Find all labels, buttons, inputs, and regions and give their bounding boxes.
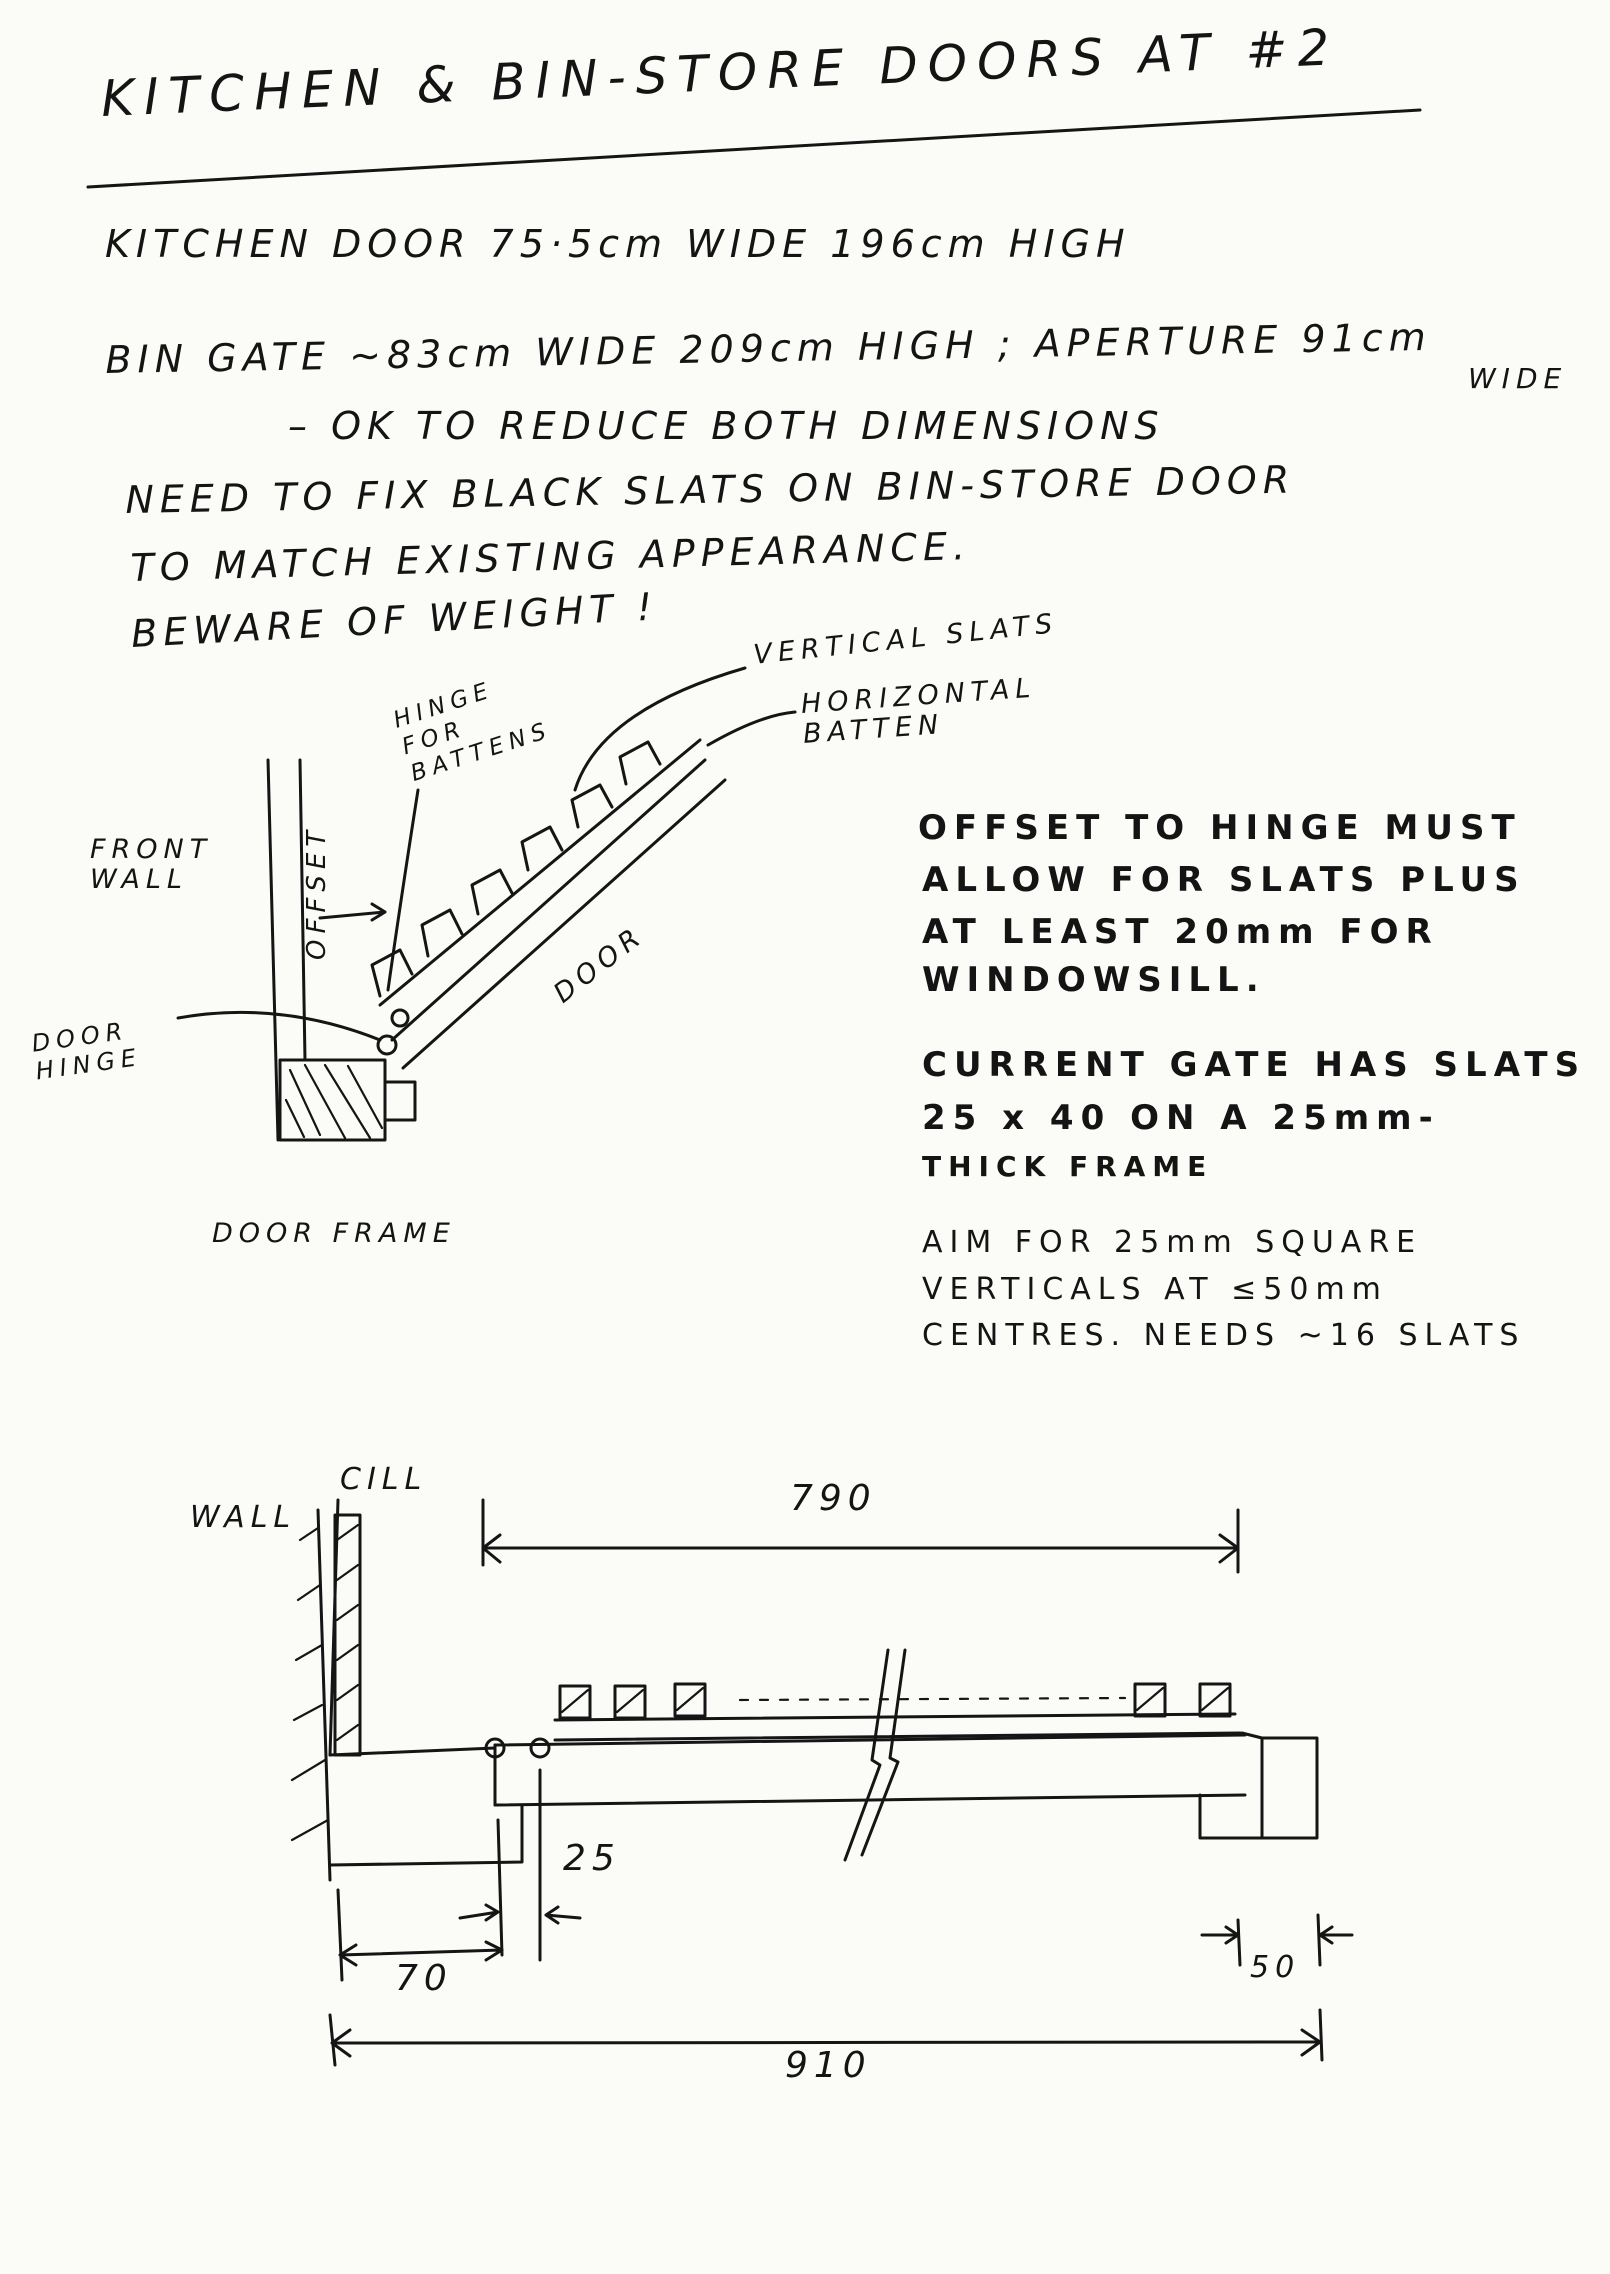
current-note-line-3: THICK FRAME xyxy=(922,1150,1214,1183)
gate-frame-bottom xyxy=(495,1795,1245,1805)
slat xyxy=(522,827,562,870)
page-title: KITCHEN & BIN-STORE DOORS AT #2 xyxy=(100,18,1341,128)
aim-note-line-1: AIM FOR 25mm SQUARE xyxy=(922,1225,1423,1260)
slat xyxy=(422,910,462,956)
sill-top-line xyxy=(330,1748,495,1755)
need-line-1: NEED TO FIX BLACK SLATS ON BIN-STORE DOOR xyxy=(125,457,1296,522)
right-stop xyxy=(1242,1733,1262,1795)
offset-label: OFFSET xyxy=(302,824,332,960)
gate-hinge-right xyxy=(531,1739,549,1757)
horizontal-batten-label: HORIZONTAL BATTEN xyxy=(799,672,1038,750)
break-line xyxy=(845,1650,905,1860)
reduce-note: – OK TO REDUCE BOTH DIMENSIONS xyxy=(288,404,1165,448)
door-hinge-leader xyxy=(178,1012,380,1040)
door-stop-block xyxy=(385,1082,415,1120)
title-underline xyxy=(88,110,1420,187)
hinge-leader xyxy=(388,790,418,990)
right-frame-block xyxy=(1262,1738,1317,1838)
wall-label: WALL xyxy=(190,1500,297,1535)
right-frame-lower xyxy=(1200,1795,1262,1838)
slats-continuation xyxy=(740,1698,1125,1700)
offset-note-line-4: WINDOWSILL. xyxy=(922,960,1266,1000)
current-note-line-2: 25 x 40 ON A 25mm- xyxy=(922,1098,1440,1138)
aim-note-line-3: CENTRES. NEEDS ~16 SLATS xyxy=(922,1318,1526,1353)
dim-790-label: 790 xyxy=(790,1478,877,1519)
door-frame-label: DOOR FRAME xyxy=(212,1218,456,1249)
dim-910-label: 910 xyxy=(785,2045,872,2086)
dim-25-label: 25 xyxy=(563,1838,621,1879)
front-wall-label: FRONT WALL xyxy=(90,834,213,895)
offset-note-line-3: AT LEAST 20mm FOR xyxy=(922,912,1439,952)
sill-bottom-line xyxy=(330,1805,522,1865)
offset-note-line-1: OFFSET TO HINGE MUST xyxy=(918,808,1522,848)
cill-label: CILL xyxy=(340,1462,428,1497)
door-frame-hatch xyxy=(286,1065,382,1138)
door-frame-block xyxy=(280,1060,385,1140)
slat xyxy=(472,870,512,914)
aim-note-line-2: VERTICALS AT ≤50mm xyxy=(922,1272,1388,1307)
slat-hatch xyxy=(562,1688,1228,1712)
door-panel-top xyxy=(392,760,705,1040)
cill-block xyxy=(335,1515,360,1755)
vertical-slats-label: VERTICAL SLATS xyxy=(752,608,1060,671)
dim-25-line xyxy=(460,1770,580,1960)
cill-hatch xyxy=(337,1525,358,1740)
dim-70-label: 70 xyxy=(395,1958,453,1999)
offset-note-line-2: ALLOW FOR SLATS PLUS xyxy=(922,860,1526,900)
kitchen-door-note: KITCHEN DOOR 75·5cm WIDE 196cm HIGH xyxy=(105,222,1131,266)
door-panel-bottom xyxy=(403,780,725,1068)
door-hinge-label: DOOR HINGE xyxy=(30,1016,144,1086)
bin-gate-note: BIN GATE ~83cm WIDE 209cm HIGH ; APERTURE 91cm xyxy=(105,314,1433,382)
front-wall-line xyxy=(268,760,278,1140)
current-note-line-1: CURRENT GATE HAS SLATS xyxy=(922,1045,1587,1085)
door-label: DOOR xyxy=(548,919,651,1010)
hinge-for-battens-label: HINGE FOR BATTENS xyxy=(390,676,555,787)
batten-hinge-circle xyxy=(392,1010,408,1026)
dim-50-label: 50 xyxy=(1250,1950,1301,1985)
slat xyxy=(572,785,612,827)
bin-gate-wide-note: WIDE xyxy=(1468,362,1568,395)
horizontal-batten-leader xyxy=(708,712,795,745)
need-line-3: BEWARE OF WEIGHT ! xyxy=(130,584,660,656)
need-line-2: TO MATCH EXISTING APPEARANCE. xyxy=(130,523,972,590)
